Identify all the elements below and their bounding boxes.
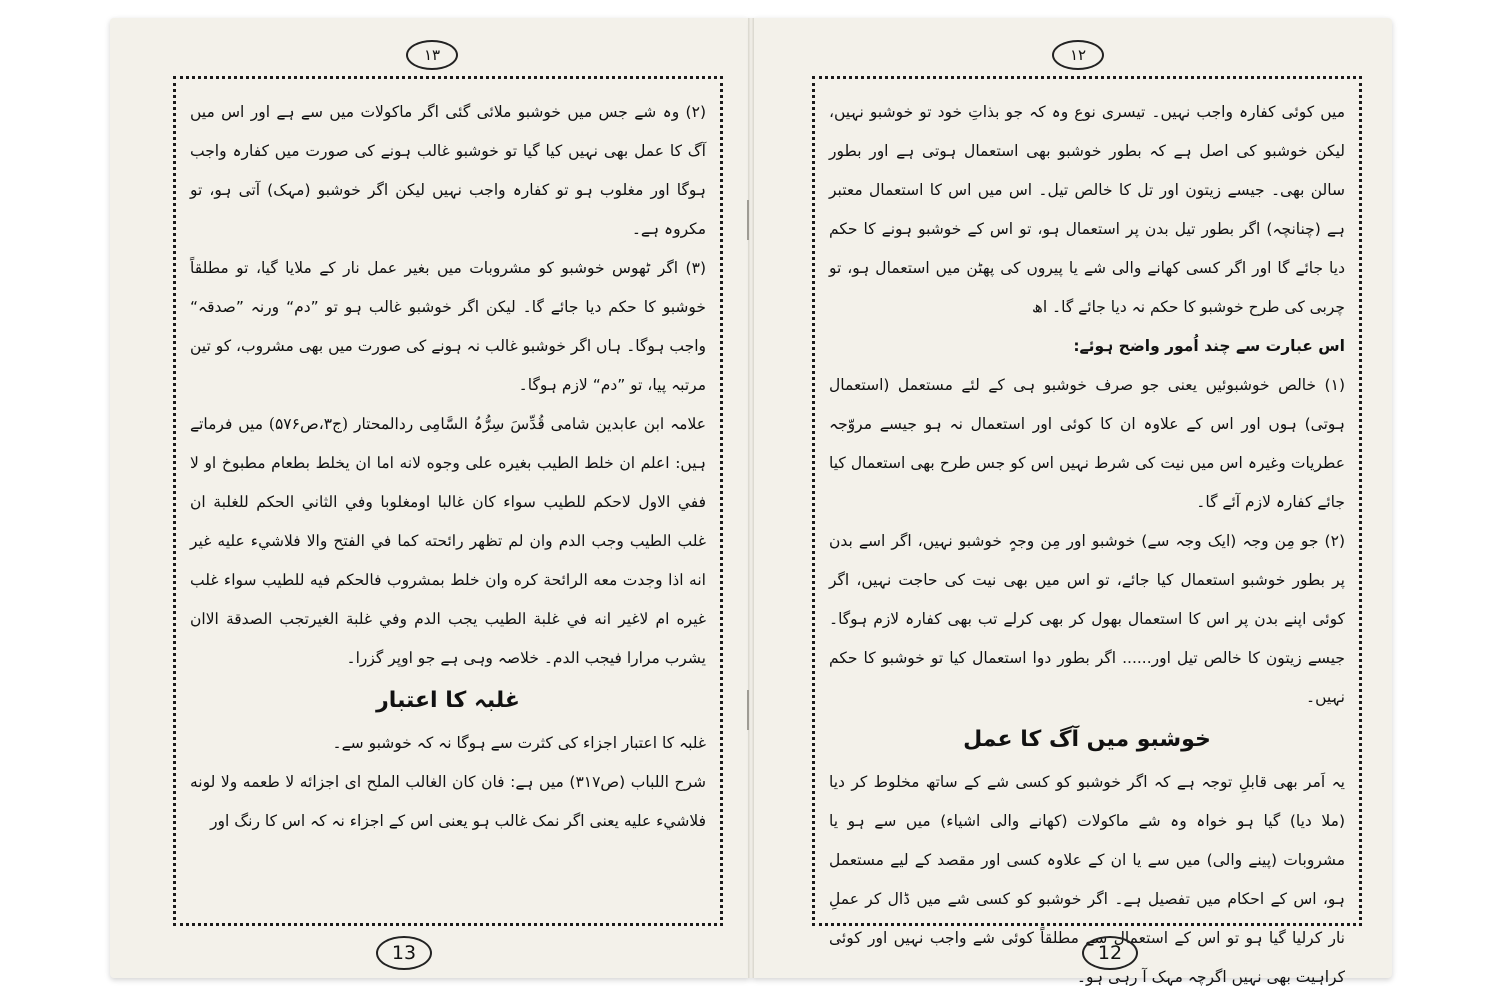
paragraph: غلبہ کا اعتبار اجزاء کی کثرت سے ہوگا نہ کہ خوشبو سے۔ xyxy=(332,734,706,752)
staple xyxy=(747,200,757,240)
paragraph: (۳) اگر ٹھوس خوشبو کو مشروبات میں بغیر عمل نار کے ملایا گیا، تو مطلقاً خوشبو کا حکم دیا جائے گا۔ لیکن اگر خوشبو غالب ہو تو ”دم“ ورنہ ”صدقہ“ واجب ہوگا۔ ہاں اگر خوشبو غالب نہ ہونے کی صورت میں بھی مشروب، کو تین مرتبہ پیا، تو ”دم“ لازم ہوگا۔ xyxy=(190,259,706,394)
bottom-page-number: 13 xyxy=(376,936,432,970)
paragraph: (۲) جو مِن وجہ (ایک وجہ سے) خوشبو اور مِن وجہٍ خوشبو نہیں، اگر اسے بدن پر بطور خوشبو استعمال کیا جائے، تو اس میں بھی نیت کی حاجت نہیں، اگر کوئی اپنے بدن پر اس کا استعمال بھول کر بھی کرلے تب بھی کفارہ لازم ہوگا۔ جیسے زیتون کا خالص تیل اور...... اگر بطور دوا استعمال کیا تو خوشبو کا حکم نہیں۔ xyxy=(829,532,1345,706)
page-12 xyxy=(752,18,1392,986)
booklet-spine xyxy=(748,18,754,978)
bold-line: اس عبارت سے چند اُمور واضح ہوئے: xyxy=(1073,337,1345,355)
paragraph: یہ اَمر بھی قابلِ توجہ ہے کہ اگر خوشبو کو کسی شے کے ساتھ مخلوط کر دیا (ملا دیا) گیا ہو خواہ وہ شے ماکولات (کھانے والی اشیاء) میں سے ہو یا مشروبات (پینے والی) میں سے یا ان کے علاوہ کسی اور مقصد کے لیے مستعمل ہو، اس کے احکام میں تفصیل ہے۔ اگر خوشبو کو کسی شے میں ڈال کر عملِ نار کرلیا گیا ہو تو اس کے استعمال سے مطلقاً کوئی شے واجب نہیں اور کوئی کراہیت بھی نہیں اگرچہ مہک آ رہی ہو۔ xyxy=(829,773,1345,986)
dotted-border-frame xyxy=(173,76,723,926)
page-text xyxy=(829,93,1345,997)
paragraph: علامہ ابن عابدین شامی قُدِّسَ سِرُّہُ السَّامِی ردالمحتار (ج۳،ص۵۷۶) میں فرماتے ہیں: اعلم ان خلط الطيب بغيره على وجوه لانه اما ان يخلط بطعام مطبوخ او لا ففي الاول لاحكم للطيب سواء كان غالبا اومغلوبا وفي الثاني الحكم للغلبة ان غلب الطيب وجب الدم وان لم تظهر رائحته كما في الفتح والا فلاشيء عليه غير انه اذا وجدت معه الرائحة كره وان خلط بمشروب فالحكم فيه للطيب سواء غلب غيره ام لاغير انه في غلبة الطيب يجب الدم وفي غلبة الغيرتجب الصدقة الاان يشرب مرارا فيجب الدم۔ خلاصہ وہی ہے جو اوپر گزرا۔ xyxy=(190,415,706,667)
top-page-number: ۱۲ xyxy=(1052,40,1104,70)
paragraph: (۲) وہ شے جس میں خوشبو ملائی گئی اگر ماکولات میں سے ہے اور اس میں آگ کا عمل بھی نہیں کیا گیا تو خوشبو غالب ہونے کی صورت میں کفارہ واجب ہوگا اور مغلوب ہو تو کفارہ واجب نہیں لیکن اگر خوشبو (مہک) آتی ہو، تو مکروہ ہے۔ xyxy=(190,103,706,238)
bottom-page-number: 12 xyxy=(1082,936,1138,970)
page-text xyxy=(190,93,706,841)
paragraph: شرح اللباب (ص۳۱۷) میں ہے: فان كان الغالب الملح اى اجزائه لا طعمه ولا لونه فلاشيء عليه یعنی اگر نمک غالب ہو یعنی اس کے اجزاء نہ کہ اس کا رنگ اور xyxy=(190,773,706,830)
paragraph: (۱) خالص خوشبوئیں یعنی جو صرف خوشبو ہی کے لئے مستعمل (استعمال ہوتی) ہوں اور اس کے علاوہ ان کا کوئی اور استعمال نہ ہو جیسے مروّجہ عطریات وغیرہ اس میں نیت کی شرط نہیں اس کو جس طرح بھی استعمال کیا جائے کفارہ لازم آئے گا۔ xyxy=(829,376,1345,511)
section-heading: خوشبو میں آگ کا عمل xyxy=(963,727,1211,752)
page-13 xyxy=(110,18,750,978)
top-page-number: ۱۳ xyxy=(406,40,458,70)
paragraph: میں کوئی کفارہ واجب نہیں۔ تیسری نوع وہ کہ جو بذاتِ خود تو خوشبو نہیں، لیکن خوشبو کی اصل ہے کہ بطور خوشبو بھی استعمال ہوتی ہے اور بطور سالن بھی۔ جیسے زیتون اور تل کا خالص تیل۔ اس میں اس کا استعمال معتبر ہے (چنانچہ) اگر بطور تیل بدن پر استعمال ہو، تو اس کے خوشبو ہونے کا حکم دیا جائے گا اور اگر کسی کھانے والی شے یا پیروں کی پھٹن میں استعمال ہو، تو چربی کی طرح خوشبو کا حکم نہ دیا جائے گا۔ اھ xyxy=(829,103,1345,316)
section-heading: غلبہ کا اعتبار xyxy=(376,688,520,713)
staple xyxy=(747,690,757,730)
